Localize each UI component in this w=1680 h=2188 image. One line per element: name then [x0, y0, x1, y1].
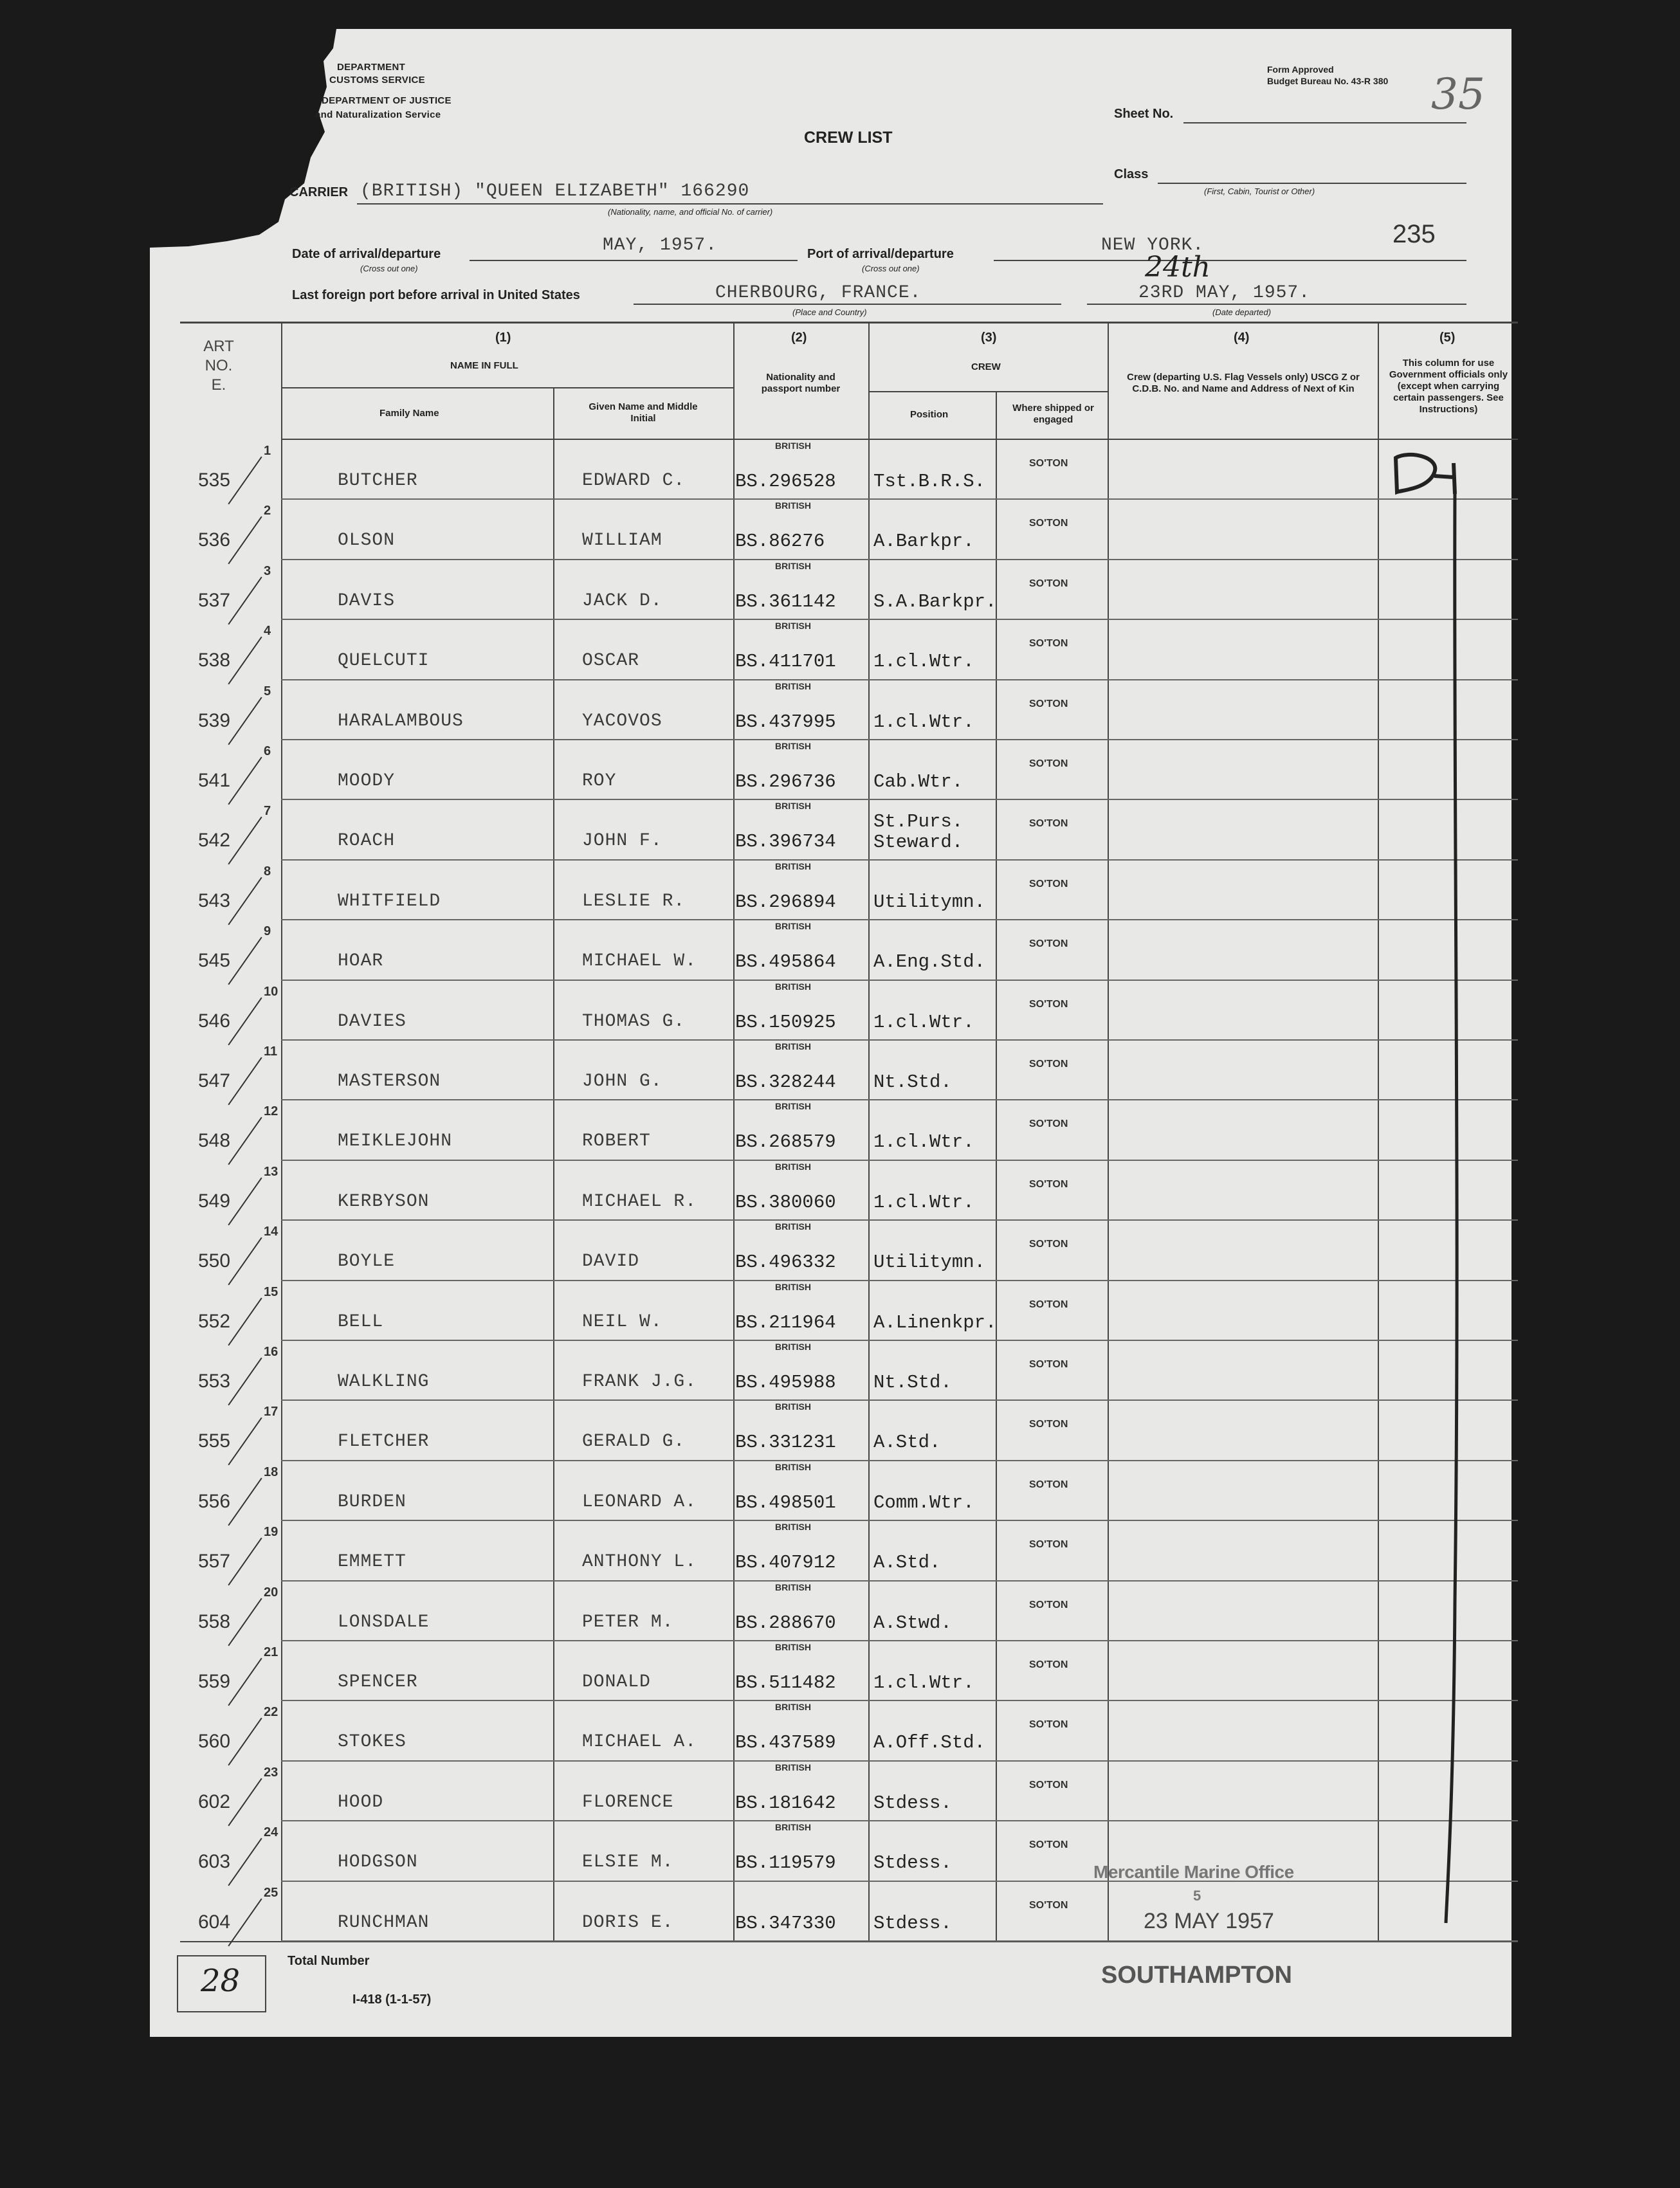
row-number: 4 — [264, 624, 271, 639]
given-name: FRANK J.G. — [582, 1372, 697, 1392]
family-name: KERBYSON — [338, 1191, 430, 1212]
col5-header: This column for use Government officials only (except when carrying certain passengers. See Instructions) — [1389, 358, 1508, 415]
family-name: SPENCER — [338, 1672, 418, 1692]
passport-number: BS.437589 — [735, 1732, 836, 1754]
where-shipped: SO'TON — [1029, 818, 1068, 830]
given-name: ROY — [582, 771, 617, 791]
family-name: EMMETT — [338, 1552, 406, 1573]
nationality: BRITISH — [775, 801, 811, 812]
art-number: 542 — [198, 830, 231, 852]
where-shipped: SO'TON — [1029, 1059, 1068, 1070]
given-name: FLORENCE — [582, 1792, 674, 1812]
nationality: BRITISH — [775, 921, 811, 932]
position: A.Barkpr. — [873, 531, 974, 552]
art-number: 555 — [198, 1430, 231, 1452]
family-name: ROACH — [338, 831, 396, 852]
row-divider — [281, 1520, 1518, 1521]
passport-number: BS.407912 — [735, 1552, 836, 1574]
position: 1.cl.Wtr. — [873, 1672, 974, 1693]
nationality: BRITISH — [775, 1221, 811, 1232]
where-shipped: SO'TON — [1029, 1299, 1068, 1310]
row-number: 24 — [264, 1825, 278, 1840]
port-value: NEW YORK. — [1101, 235, 1205, 255]
nationality: BRITISH — [775, 1522, 811, 1533]
passport-number: BS.495864 — [735, 951, 836, 973]
col-name-in-full: NAME IN FULL — [450, 360, 518, 371]
carrier-value: (BRITISH) "QUEEN ELIZABETH" 166290 — [360, 181, 750, 201]
col5-num: (5) — [1439, 331, 1456, 345]
where-shipped: SO'TON — [1029, 698, 1068, 709]
row-divider — [281, 1580, 1518, 1582]
position: Cab.Wtr. — [873, 771, 963, 792]
given-name: JACK D. — [582, 590, 662, 611]
where-shipped: SO'TON — [1029, 1719, 1068, 1731]
row-divider — [281, 1099, 1518, 1100]
given-name: DAVID — [582, 1252, 640, 1272]
carrier-hint: (Nationality, name, and official No. of carrier) — [608, 207, 773, 217]
row-number: 8 — [264, 864, 271, 879]
row-number: 20 — [264, 1585, 278, 1600]
nationality: BRITISH — [775, 621, 811, 632]
family-name: MASTERSON — [338, 1071, 441, 1091]
lastport-value: CHERBOURG, FRANCE. — [715, 283, 922, 303]
nationality: BRITISH — [775, 1101, 811, 1112]
passport-number: BS.268579 — [735, 1131, 836, 1153]
row-number: 19 — [264, 1525, 278, 1540]
position: 1.cl.Wtr. — [873, 651, 974, 673]
art-number: 558 — [198, 1610, 231, 1632]
row-divider — [281, 1640, 1518, 1641]
position: A.Stwd. — [873, 1612, 952, 1634]
row-divider — [281, 739, 1518, 740]
family-name: BOYLE — [338, 1252, 396, 1272]
where-shipped: SO'TON — [1029, 1118, 1068, 1130]
family-name: MEIKLEJOHN — [338, 1131, 453, 1152]
passport-number: BS.119579 — [735, 1852, 836, 1874]
total-handwritten: 28 — [201, 1963, 241, 1999]
position: A.Std. — [873, 1432, 941, 1454]
passport-number: BS.331231 — [735, 1432, 836, 1454]
given-name: JOHN G. — [582, 1071, 662, 1091]
row-divider — [281, 799, 1518, 800]
port-label: Port of arrival/departure — [807, 247, 954, 261]
art-number: 602 — [198, 1791, 231, 1812]
art-number: 553 — [198, 1371, 231, 1392]
given-name: GERALD G. — [582, 1432, 686, 1452]
row-divider — [281, 980, 1518, 981]
passport-number: BS.211964 — [735, 1311, 836, 1333]
position: 1.cl.Wtr. — [873, 1131, 974, 1153]
where-shipped: SO'TON — [1029, 758, 1068, 769]
passport-number: BS.347330 — [735, 1912, 836, 1934]
col-nationality: Nationality and passport number — [761, 372, 841, 394]
given-name: MICHAEL W. — [582, 951, 697, 972]
col4-header: Crew (departing U.S. Flag Vessels only) USCG Z or C.D.B. No. and Name and Address of Next of Kin — [1127, 372, 1360, 394]
nationality: BRITISH — [775, 1642, 811, 1652]
passport-number: BS.411701 — [735, 651, 836, 673]
carrier-label: CARRIER — [289, 185, 349, 199]
col2-num: (2) — [791, 331, 807, 345]
family-name: HOAR — [338, 951, 384, 972]
art-number: 550 — [198, 1250, 231, 1272]
passport-number: BS.380060 — [735, 1191, 836, 1213]
nationality: BRITISH — [775, 981, 811, 992]
passport-number: BS.495988 — [735, 1372, 836, 1393]
col-position: Position — [910, 409, 949, 420]
art-number: 535 — [198, 470, 231, 491]
row-divider — [281, 619, 1518, 620]
row-divider — [281, 1340, 1518, 1341]
nationality: BRITISH — [775, 1461, 811, 1472]
where-shipped: SO'TON — [1029, 1899, 1068, 1911]
position: A.Eng.Std. — [873, 951, 986, 973]
passport-number: BS.288670 — [735, 1612, 836, 1634]
nationality: BRITISH — [775, 741, 811, 751]
position: 1.cl.Wtr. — [873, 1011, 974, 1033]
stamp-city: SOUTHAMPTON — [1101, 1962, 1292, 1989]
form-approved: Form Approved — [1267, 64, 1334, 75]
position: Stdess. — [873, 1792, 952, 1814]
row-number: 23 — [264, 1765, 278, 1780]
position: S.A.Barkpr. — [873, 590, 997, 612]
col1-num: (1) — [495, 331, 511, 345]
position: 1.cl.Wtr. — [873, 1191, 974, 1213]
stamp-office: Mercantile Marine Office — [1093, 1862, 1294, 1882]
row-number: 12 — [264, 1104, 278, 1119]
passport-number: BS.86276 — [735, 531, 825, 552]
family-name: QUELCUTI — [338, 651, 430, 671]
family-name: DAVIS — [338, 590, 396, 611]
given-name: OSCAR — [582, 651, 640, 671]
family-name: BUTCHER — [338, 471, 418, 491]
nationality: BRITISH — [775, 560, 811, 571]
row-number: 21 — [264, 1645, 278, 1659]
col3-num: (3) — [981, 331, 997, 345]
row-number: 7 — [264, 804, 271, 819]
art-number: 604 — [198, 1911, 231, 1933]
nationality: BRITISH — [775, 500, 811, 511]
family-name: LONSDALE — [338, 1612, 430, 1632]
row-divider — [281, 1820, 1518, 1821]
passport-number: BS.498501 — [735, 1491, 836, 1513]
row-number: 3 — [264, 563, 271, 578]
row-number: 15 — [264, 1284, 278, 1299]
passport-number: BS.296528 — [735, 471, 836, 492]
row-divider — [281, 498, 1518, 500]
where-shipped: SO'TON — [1029, 578, 1068, 589]
art-number: 547 — [198, 1070, 231, 1091]
family-name: DAVIES — [338, 1011, 406, 1032]
passport-number: BS.150925 — [735, 1011, 836, 1033]
torn-corner — [150, 29, 343, 248]
given-name: MICHAEL A. — [582, 1732, 697, 1753]
given-name: PETER M. — [582, 1612, 674, 1632]
art-number: 537 — [198, 589, 231, 611]
col4-num: (4) — [1234, 331, 1250, 345]
given-name: LESLIE R. — [582, 891, 686, 911]
given-name: DORIS E. — [582, 1912, 674, 1933]
nationality: BRITISH — [775, 441, 811, 451]
dept-line-3: DEPARTMENT OF JUSTICE — [322, 95, 452, 106]
passport-number: BS.496332 — [735, 1252, 836, 1273]
row-divider — [281, 1160, 1518, 1161]
row-number: 9 — [264, 924, 271, 939]
art-number: 545 — [198, 950, 231, 972]
row-number: 6 — [264, 744, 271, 758]
family-name: RUNCHMAN — [338, 1912, 430, 1933]
passport-number: BS.396734 — [735, 831, 836, 853]
col-artno-header: ART NO. E. — [203, 338, 234, 394]
family-name: MOODY — [338, 771, 396, 791]
passport-number: BS.437995 — [735, 711, 836, 733]
given-name: ANTHONY L. — [582, 1552, 697, 1573]
where-shipped: SO'TON — [1029, 1779, 1068, 1791]
given-name: MICHAEL R. — [582, 1191, 697, 1212]
art-number: 541 — [198, 770, 231, 791]
passport-number: BS.361142 — [735, 590, 836, 612]
family-name: HARALAMBOUS — [338, 711, 464, 731]
stamp-number: 5 — [1193, 1888, 1201, 1904]
position: Utilitymn. — [873, 1252, 986, 1273]
where-shipped: SO'TON — [1029, 1659, 1068, 1670]
art-number: 556 — [198, 1490, 231, 1512]
given-name: ROBERT — [582, 1131, 651, 1152]
passport-number: BS.296736 — [735, 771, 836, 792]
position: A.Off.Std. — [873, 1732, 986, 1754]
where-shipped: SO'TON — [1029, 1479, 1068, 1490]
given-name: YACOVOS — [582, 711, 662, 731]
nationality: BRITISH — [775, 1822, 811, 1833]
where-shipped: SO'TON — [1029, 1839, 1068, 1851]
row-number: 11 — [264, 1044, 278, 1059]
given-name: LEONARD A. — [582, 1491, 697, 1512]
row-number: 22 — [264, 1705, 278, 1720]
position: 1.cl.Wtr. — [873, 711, 974, 733]
row-divider — [281, 859, 1518, 861]
nationality: BRITISH — [775, 861, 811, 871]
dept-line-1: DEPARTMENT — [337, 62, 406, 73]
row-divider — [281, 1940, 1518, 1942]
family-name: FLETCHER — [338, 1432, 430, 1452]
port-hint: (Cross out one) — [862, 264, 920, 273]
family-name: BURDEN — [338, 1491, 406, 1512]
given-name: JOHN F. — [582, 831, 662, 852]
art-number: 603 — [198, 1851, 231, 1873]
nationality: BRITISH — [775, 1161, 811, 1172]
class-hint: (First, Cabin, Tourist or Other) — [1204, 187, 1315, 196]
passport-number: BS.296894 — [735, 891, 836, 913]
row-divider — [281, 919, 1518, 920]
nationality: BRITISH — [775, 1702, 811, 1713]
given-name: WILLIAM — [582, 531, 662, 551]
row-number: 1 — [264, 444, 271, 458]
class-label: Class — [1114, 167, 1149, 181]
row-number: 13 — [264, 1164, 278, 1179]
row-divider — [281, 1881, 1518, 1882]
given-name: NEIL W. — [582, 1311, 662, 1332]
row-divider — [281, 1399, 1518, 1401]
where-shipped: SO'TON — [1029, 638, 1068, 650]
position: A.Linenkpr. — [873, 1311, 997, 1333]
where-shipped: SO'TON — [1029, 878, 1068, 889]
where-shipped: SO'TON — [1029, 1539, 1068, 1551]
family-name: OLSON — [338, 531, 396, 551]
position: Stdess. — [873, 1852, 952, 1874]
arrival-hint: (Cross out one) — [360, 264, 418, 273]
position: Nt.Std. — [873, 1071, 952, 1093]
art-number: 559 — [198, 1671, 231, 1692]
row-divider — [281, 679, 1518, 680]
row-number: 10 — [264, 984, 278, 999]
sheet-number-handwritten: 35 — [1431, 69, 1485, 119]
col-crew: CREW — [971, 361, 1001, 372]
where-shipped: SO'TON — [1029, 1239, 1068, 1250]
art-number: 549 — [198, 1190, 231, 1212]
passport-number: BS.511482 — [735, 1672, 836, 1693]
sheet-no-label: Sheet No. — [1114, 107, 1174, 121]
position: A.Std. — [873, 1552, 941, 1574]
col5-handwritten-mark — [1383, 444, 1511, 1936]
row-divider — [281, 1219, 1518, 1221]
col-given-name: Given Name and Middle Initial — [589, 401, 698, 424]
row-divider — [281, 559, 1518, 560]
stamp-date: 23 MAY 1957 — [1144, 1909, 1274, 1933]
family-name: WHITFIELD — [338, 891, 441, 911]
row-divider — [281, 1700, 1518, 1701]
lastport-hint: (Place and Country) — [792, 307, 867, 317]
lastport-label: Last foreign port before arrival in United States — [292, 288, 580, 302]
total-number-label: Total Number — [288, 1954, 370, 1968]
nationality: BRITISH — [775, 1401, 811, 1412]
form-number: I-418 (1-1-57) — [352, 1992, 432, 2007]
where-shipped: SO'TON — [1029, 1359, 1068, 1370]
nationality: BRITISH — [775, 1762, 811, 1773]
row-number: 18 — [264, 1464, 278, 1479]
row-number: 14 — [264, 1225, 278, 1239]
row-number: 5 — [264, 684, 271, 698]
where-shipped: SO'TON — [1029, 1419, 1068, 1430]
row-divider — [281, 1760, 1518, 1762]
family-name: HODGSON — [338, 1852, 418, 1873]
nationality: BRITISH — [775, 680, 811, 691]
col-family-name: Family Name — [379, 408, 439, 419]
given-name: THOMAS G. — [582, 1011, 686, 1032]
art-number: 539 — [198, 709, 231, 731]
art-number: 557 — [198, 1551, 231, 1573]
passport-number: BS.181642 — [735, 1792, 836, 1814]
dept-line-2: CUSTOMS SERVICE — [329, 75, 425, 86]
row-divider — [281, 1460, 1518, 1461]
position: Tst.B.R.S. — [873, 471, 986, 492]
passport-number: BS.328244 — [735, 1071, 836, 1093]
art-number: 538 — [198, 650, 231, 671]
row-number: 25 — [264, 1885, 278, 1900]
nationality: BRITISH — [775, 1281, 811, 1292]
crew-list-title: CREW LIST — [804, 129, 893, 147]
row-number: 17 — [264, 1405, 278, 1419]
where-shipped: SO'TON — [1029, 998, 1068, 1010]
given-name: DONALD — [582, 1672, 651, 1692]
arrival-date: MAY, 1957. — [603, 235, 718, 255]
where-shipped: SO'TON — [1029, 938, 1068, 950]
page-number: 235 — [1392, 220, 1436, 248]
dept-line-4: and Naturalization Service — [315, 109, 441, 120]
position: Stdess. — [873, 1912, 952, 1934]
date-departed-hint: (Date departed) — [1212, 307, 1272, 317]
art-number: 543 — [198, 889, 231, 911]
nationality: BRITISH — [775, 1582, 811, 1592]
art-number: 552 — [198, 1310, 231, 1332]
art-number: 546 — [198, 1010, 231, 1032]
art-number: 560 — [198, 1731, 231, 1753]
budget-bureau: Budget Bureau No. 43-R 380 — [1267, 76, 1389, 86]
family-name: BELL — [338, 1311, 384, 1332]
art-number: 548 — [198, 1130, 231, 1152]
row-number: 2 — [264, 504, 271, 518]
family-name: STOKES — [338, 1732, 406, 1753]
position: Comm.Wtr. — [873, 1491, 974, 1513]
given-name: EDWARD C. — [582, 471, 686, 491]
family-name: HOOD — [338, 1792, 384, 1812]
art-number: 536 — [198, 529, 231, 551]
where-shipped: SO'TON — [1029, 518, 1068, 529]
given-name: ELSIE M. — [582, 1852, 674, 1873]
position: St.Purs. Steward. — [873, 811, 963, 853]
nationality: BRITISH — [775, 1041, 811, 1052]
date-departed-handwritten: 24th — [1145, 251, 1211, 284]
family-name: WALKLING — [338, 1372, 430, 1392]
where-shipped: SO'TON — [1029, 1178, 1068, 1190]
arrival-label: Date of arrival/departure — [292, 247, 441, 261]
nationality: BRITISH — [775, 1342, 811, 1352]
row-divider — [281, 1039, 1518, 1041]
col-where-shipped: Where shipped or engaged — [1012, 403, 1094, 425]
row-divider — [281, 1280, 1518, 1281]
row-number: 16 — [264, 1345, 278, 1359]
where-shipped: SO'TON — [1029, 458, 1068, 469]
position: Nt.Std. — [873, 1372, 952, 1393]
where-shipped: SO'TON — [1029, 1599, 1068, 1610]
date-departed: 23RD MAY, 1957. — [1138, 283, 1311, 303]
position: Utilitymn. — [873, 891, 986, 913]
